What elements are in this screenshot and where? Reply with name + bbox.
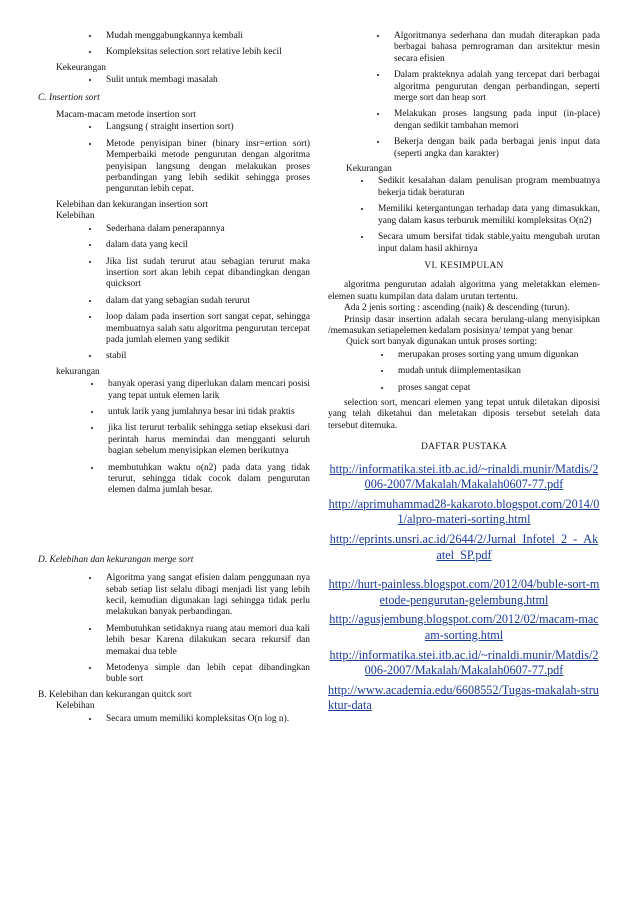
reference-link[interactable]: http://informatika.stei.itb.ac.id/~rinaldi.munir/Matdis/2006-2007/Makalah/Makalah0607-77.pdf	[329, 461, 599, 492]
reference-link[interactable]: http://www.academia.edu/6608552/Tugas-makalah-struktur-data	[328, 682, 599, 713]
list-item: • Secara umum bersifat tidak stable,yaitu mengubah urutan input dalam hasil akhirnya	[372, 231, 600, 255]
conclusion-paragraph: algoritma pengurutan adalah algoritma yang meletakkan elemen-elemen suatu kumpilan data dalam urutan tertentu.	[328, 280, 600, 302]
right-column	[328, 30, 600, 718]
list-item: • Memiliki ketergantungan terhadap data yang dimasukkan, yang dalam kasus terburuk memiliki kompleksitas O(n2)	[372, 203, 600, 227]
reference-link[interactable]: http://aprimuhammad28-kakaroto.blogspot.com/2014/01/alpro-materi-sorting.html	[328, 496, 600, 527]
list-item: • Secara umum memiliki kompleksitas O(n log n).	[100, 713, 310, 725]
reference-link[interactable]: http://hurt-painless.blogspot.com/2012/04/buble-sort-metode-pengurutan-gelembung.html	[328, 577, 600, 607]
list-item: • mudah untuk diimplementasikan	[392, 365, 600, 377]
list-item: • loop dalam pada insertion sort sangat cepat, sehingga membuatnya salah satu algoritma pengurutan tercepat pada jumlah elemen yang sedikit	[100, 311, 310, 346]
kekurangan-label: Kekeurangan	[56, 62, 106, 73]
kekurangan2-label: kekurangan	[56, 366, 100, 377]
section-title-daftar-pustaka: DAFTAR PUSTAKA	[421, 442, 507, 453]
quick-kelebihan-label: Kelebihan	[56, 701, 95, 712]
list-item: • stabil	[100, 350, 310, 362]
list-item: • Langsung ( straight insertion sort)	[100, 121, 310, 133]
reference-link[interactable]: http://agusjembung.blogspot.com/2012/02/macam-macam-sorting.html	[329, 612, 599, 642]
macam-list	[38, 121, 310, 195]
list-item: • membutuhkan waktu o(n2) pada data yang tidak terurut, sehingga tidak cocok dalam pengurutan elemen dalma jumlah besar.	[102, 462, 310, 497]
quick-usage-list	[328, 349, 600, 394]
conclusion-paragraph: selection sort, mencari elemen yang tepat untuk diletakan diposisi yang telah diketahui dan meletakan diposis tersebut setelah data tersebut ditemuka.	[328, 397, 600, 431]
list-item: • Dalam prakteknya adalah yang tercepat dari berbagai algoritma pengurutan dengan perbandingan, seperti merge sort dan heap sort	[388, 69, 600, 104]
section-heading-insertion-sort: C. Insertion sort	[38, 92, 100, 103]
list-item: • banyak operasi yang diperlukan dalam mencari posisi yang tepat untuk elemen larik	[102, 378, 310, 402]
quick-kekurangan-list	[328, 175, 600, 254]
list-item: • Membutuhkan setidaknya ruang atau memori dua kali lebih besar Karena dilakukan secara rekursif dan memakai dua teble	[100, 623, 310, 658]
kelebihan-kekurangan-label: Kelebihan dan kekurangan insertion sort	[56, 199, 209, 210]
reference-list	[328, 462, 600, 714]
kelebihan-list	[38, 223, 310, 363]
list-item: • Kompleksitas selection sort relative lebih kecil	[100, 46, 310, 58]
quick-kekurangan-label: Kekurangan	[346, 164, 392, 175]
section-heading-merge-sort: D. Kelebihan dan kekurangan merge sort	[38, 554, 194, 565]
left-column	[38, 30, 310, 729]
list-item: • merupakan proses sorting yang umum digunkan	[392, 349, 600, 361]
section-title-kesimpulan: VI. KESIMPULAN	[424, 260, 504, 271]
list-item: • Sedikit kesalahan dalam penulisan program membuatnya bekerja tidak beraturan	[372, 175, 600, 199]
conclusion-paragraph: Prinsip dasar insertion adalah secara berulang-ulang menyisipkan /memasukan setiapelemen kedalam posisinya/ tempat yang benar	[328, 314, 600, 336]
list-item: • jika list terurut terbalik sehingga setiap eksekusi dari perintah harus memindai dan mengganti seluruh bagian sebelum menyisipkan elemen berikutnya	[102, 422, 310, 457]
list-item: • untuk larik yang jumlahnya besar ini tidak praktis	[102, 406, 310, 418]
list-item: • proses sangat cepat	[392, 382, 600, 394]
kekurangan2-list	[38, 378, 310, 497]
list-item: • Jika list sudah terurut atau sebagian terurut maka insertion sort akan lebih cepat dibandingkan dengan quicksort	[100, 256, 310, 291]
section-heading-quick-sort: B. Kelebihan dan kekurangan quitck sort	[38, 689, 192, 700]
list-item: • Bekerja dengan baik pada berbagai jenis input data (seperti angka dan karakter)	[388, 136, 600, 160]
list-item: • Sulit untuk membagi masalah	[100, 74, 310, 86]
kekurangan-list	[38, 74, 310, 86]
list-item: • dalam dat yang sebagian sudah terurut	[100, 295, 310, 307]
quick-list	[38, 713, 310, 725]
reference-link[interactable]: http://informatika.stei.itb.ac.id/~rinaldi.munir/Matdis/2006-2007/Makalah/Makalah0607-77.pdf	[329, 647, 599, 678]
list-item: • Mudah menggabungkannya kembali	[100, 30, 310, 42]
list-item: • Metode penyisipan biner (binary insr=ertion sort) Memperbaiki metode pengurutan dengan algoritma penyisipan langsung dengan melakukan proses perbandingan yang lebih sedikit sehingga proses pengurutan lebih cepat.	[100, 138, 310, 196]
list-item: • Metodenya simple dan lebih cepat dibandingkan buble sort	[100, 662, 310, 686]
list-item: • dalam data yang kecil	[100, 239, 310, 251]
reference-link[interactable]: http://eprints.unsri.ac.id/2644/2/Jurnal_Infotel_2_-_Akatel_SP.pdf	[329, 531, 599, 562]
quick-usage-label: Quick sort banyak digunakan untuk proses sorting:	[346, 337, 538, 348]
list-item: • Algoritmanya sederhana dan mudah diterapkan pada berbagai bahasa pemrograman dan arsitektur mesin secara efisien	[388, 30, 600, 65]
conclusion-paragraph: Ada 2 jenis sorting : ascending (naik) & descending (turun).	[344, 303, 570, 314]
quick-kelebihan-list	[328, 30, 600, 160]
macam-label: Macam-macam metode insertion sort	[56, 110, 196, 121]
list-item: • Algoritma yang sangat efisien dalam penggunaan nya sebab setiap list selalu dibagi menjadi list yang lebih kecil, kemudian digunakan lagi sehingga tidak perlu melakukan banyak perbandingan.	[100, 572, 310, 619]
list-item: • Sederhana dalam penerapannya	[100, 223, 310, 235]
top-bullet-list	[38, 30, 310, 59]
list-item: • Melakukan proses langsung pada input (in-place) dengan sedikit tambahan memori	[388, 108, 600, 132]
kelebihan-label: Kelebihan	[56, 211, 95, 222]
merge-list	[38, 572, 310, 686]
